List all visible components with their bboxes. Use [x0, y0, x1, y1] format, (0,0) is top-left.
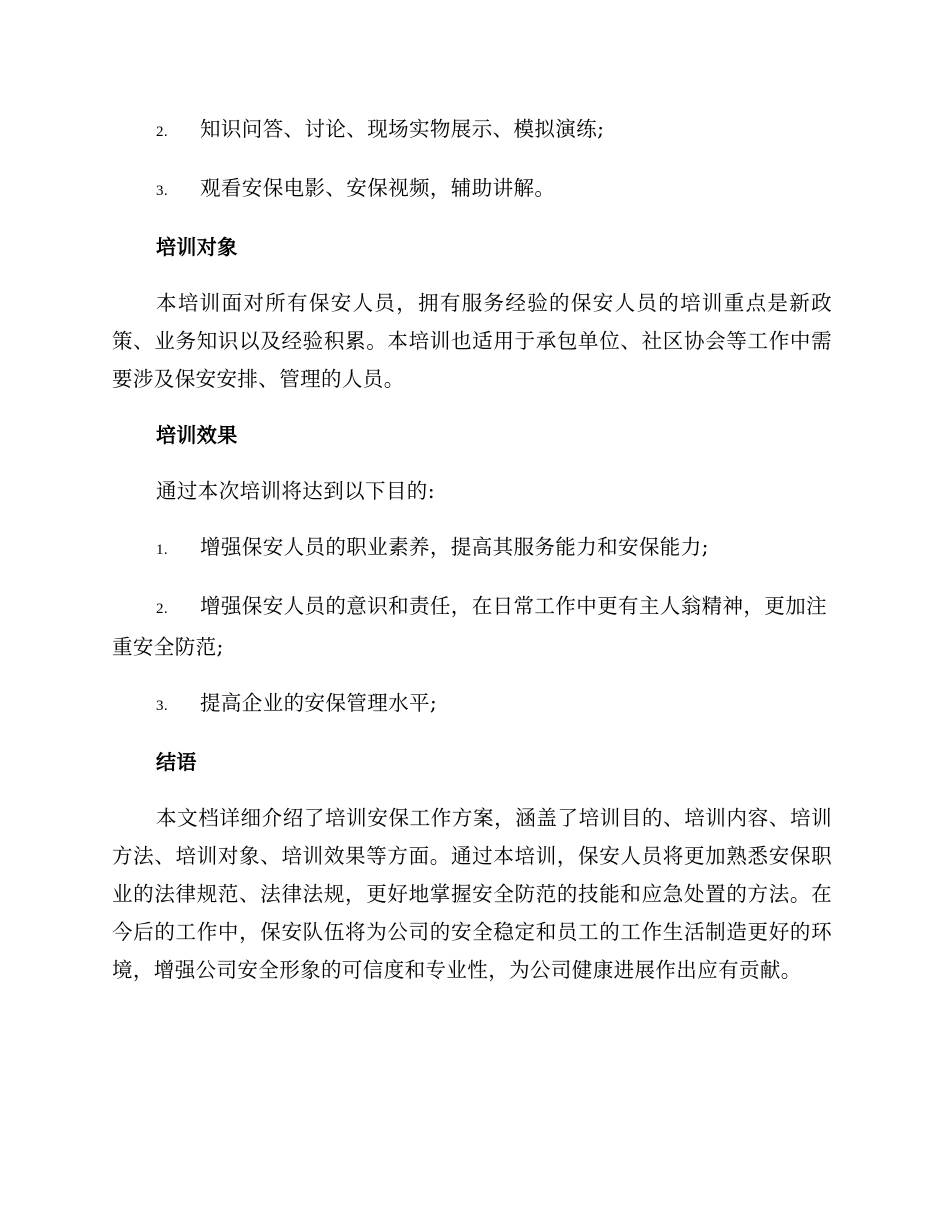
list-item [112, 110, 832, 151]
list-text: 知识问答、讨论、现场实物展示、模拟演练; [200, 117, 605, 141]
list-number: 2. [156, 601, 169, 617]
list-number: 3. [156, 183, 169, 199]
conclusion-paragraph: 本文档详细介绍了培训安保工作方案，涵盖了培训目的、培训内容、培训方法、培训对象、培训效果等方面。通过本培训，保安人员将更加熟悉安保职业的法律规范、法律法规，更好地掌握安全防范的技能和应急处置的方法。在今后的工作中，保安队伍将为公司的安全稳定和员工的工作生活制造更好的环境，增强公司安全形象的可信度和专业性，为公司健康进展作出应有贡献。 [112, 806, 832, 982]
effect-list [112, 528, 832, 725]
section-heading-conclusion: 结语 [156, 750, 197, 774]
section-heading-effect: 培训效果 [156, 423, 238, 447]
list-text: 增强保安人员的职业素养，提高其服务能力和安保能力; [200, 535, 709, 559]
section-heading-audience: 培训对象 [156, 235, 238, 259]
method-list [112, 110, 832, 210]
list-text: 增强保安人员的意识和责任，在日常工作中更有主人翁精神，更加注重安全防范; [112, 594, 827, 659]
audience-paragraph: 本培训面对所有保安人员，拥有服务经验的保安人员的培训重点是新政策、业务知识以及经验积累。本培训也适用于承包单位、社区协会等工作中需要涉及保安安排、管理的人员。 [112, 291, 832, 391]
list-text: 提高企业的安保管理水平; [200, 691, 438, 715]
list-item [112, 587, 832, 666]
list-number: 1. [156, 542, 169, 558]
list-item [112, 528, 832, 569]
list-item [112, 684, 832, 725]
effect-intro: 通过本次培训将达到以下目的: [156, 479, 436, 503]
list-number: 2. [156, 124, 169, 140]
list-text: 观看安保电影、安保视频，辅助讲解。 [200, 176, 556, 200]
list-item [112, 169, 832, 210]
list-number: 3. [156, 698, 169, 714]
